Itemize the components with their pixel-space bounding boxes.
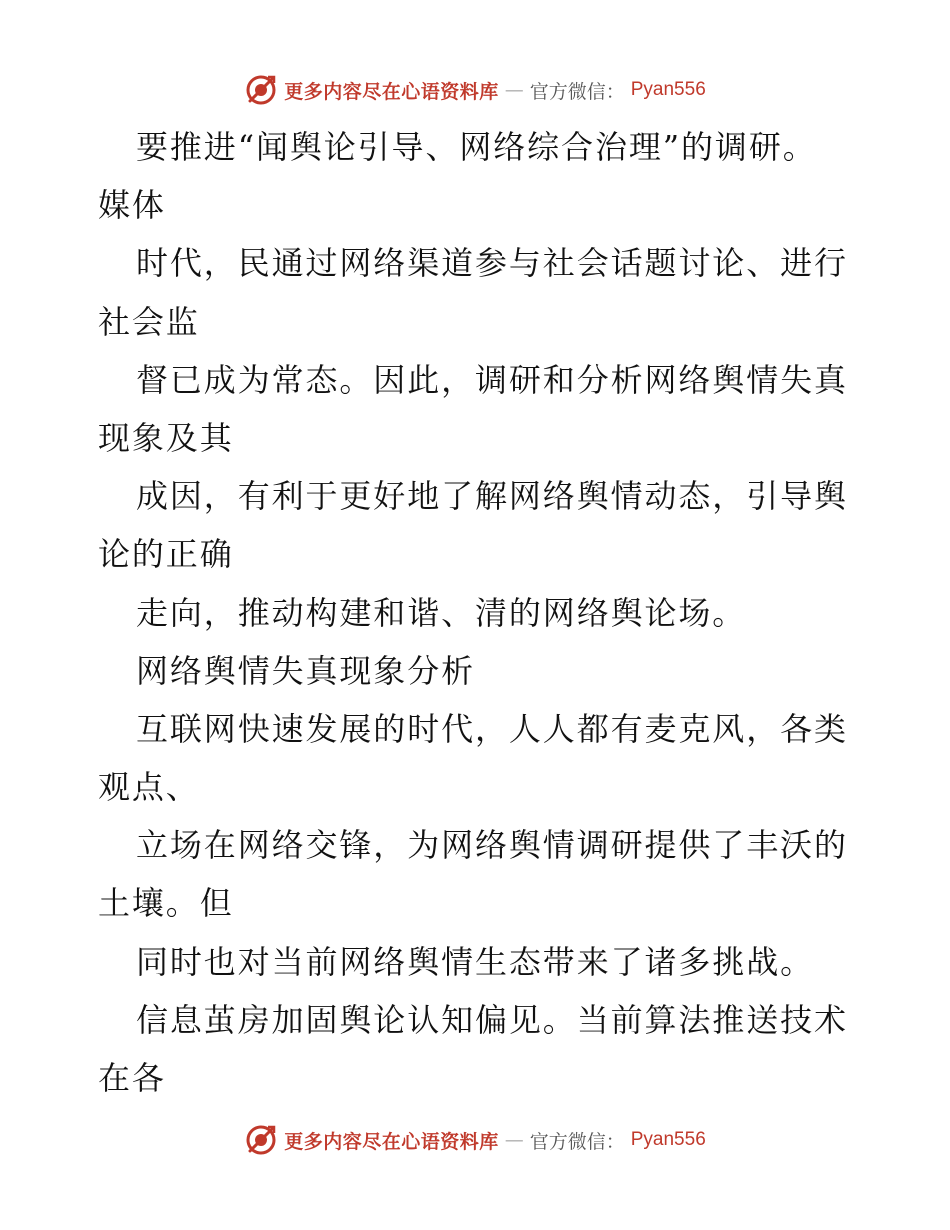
body-line: 媒体: [98, 186, 166, 225]
header-watermark: [0, 70, 950, 110]
body-line: 论的正确: [98, 535, 234, 574]
body-line: 立场在网络交锋，为网络舆情调研提供了丰沃的: [136, 826, 848, 865]
header-brand-text: 更多内容尽在心语资料库: [284, 80, 499, 103]
body-line: 现象及其: [98, 418, 234, 457]
body-line: 督已成为常态。因此，调研和分析网络舆情失真: [136, 360, 848, 399]
body-line: 信息茧房加固舆论认知偏见。当前算法推送技术: [136, 1000, 848, 1039]
body-line: 社会监: [98, 302, 200, 341]
body-line: 成因，有利于更好地了解网络舆情动态，引导舆: [136, 477, 848, 516]
body-line: 时代，民通过网络渠道参与社会话题讨论、进行: [136, 244, 848, 283]
footer-contact-id: Pyan556: [630, 1129, 706, 1150]
body-line: 要推进“闻舆论引导、网络综合治理”的调研。: [136, 128, 817, 166]
body-line: 互联网快速发展的时代，人人都有麦克风，各类: [136, 709, 848, 748]
header-contact-label: 官方微信：: [529, 80, 625, 103]
header-separator: —: [504, 79, 524, 101]
footer-watermark: [0, 1120, 950, 1160]
section-heading: 网络舆情失真现象分析: [136, 651, 476, 690]
body-line: 走向，推动构建和谐、清的网络舆论场。: [136, 593, 747, 632]
brand-logo-icon: [244, 73, 278, 107]
brand-logo-icon: [244, 1123, 278, 1157]
document-body: [98, 118, 858, 1107]
body-line: 在各: [98, 1059, 166, 1097]
body-line: 观点、: [98, 768, 200, 807]
header-contact-id: Pyan556: [630, 79, 706, 100]
footer-separator: —: [504, 1129, 524, 1151]
footer-contact-label: 官方微信：: [529, 1130, 625, 1153]
footer-brand-text: 更多内容尽在心语资料库: [284, 1130, 499, 1153]
body-line: 同时也对当前网络舆情生态带来了诸多挑战。: [136, 942, 815, 981]
body-line: 土壤。但: [98, 884, 234, 923]
